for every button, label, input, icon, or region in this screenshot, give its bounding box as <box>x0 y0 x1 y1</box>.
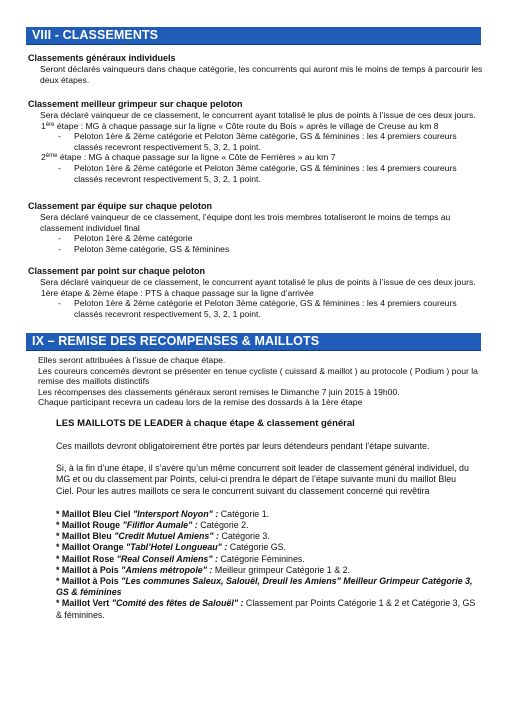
awards-text <box>38 355 478 408</box>
jersey-sponsor: "Real Conseil Amiens" : <box>116 553 218 564</box>
section-viii-title: VIII - CLASSEMENTS <box>32 28 159 42</box>
leader-jerseys-explanation: Si, à la fin d’une étape, il s’avère qu’un même concurrent soit leader de classement général individuel, du MG et ou du classement par Points, celui-ci prendra le départ de l’étape suivante muni du maillot Bleu Ciel. Pour les autres maillots ce sera le concurrent suivant du classement concerné qui revêtira <box>56 463 469 496</box>
leader-jerseys <box>56 418 476 621</box>
jersey-category: Catégorie 1. <box>218 508 270 519</box>
jersey-category: Catégorie Féminines. <box>217 553 305 564</box>
awards-line-2: Les coureurs concernés devront se présenter en tenue cycliste ( cuissard & maillot ) au protocole ( Podium ) pour la remise des maillots distinctifs <box>38 365 478 387</box>
list-item <box>56 520 476 531</box>
jersey-sponsor: "Les communes Saleux, Salouël, Dreuil les Amiens" <box>121 576 341 587</box>
climber-stage-1-item: Peloton 1ère & 2ème catégorie et Peloton 3ème catégorie, GS & féminines : les 4 premiers coureurs classés recevront respectivement 5, 3, 2, 1 point. <box>74 131 457 152</box>
team-item-2: Peloton 3ème catégorie, GS & féminines <box>74 243 230 254</box>
jersey-name: * Maillot à Pois <box>56 564 119 575</box>
general-classification-title: Classements généraux individuels <box>28 53 176 63</box>
jersey-name: * Maillot à Pois <box>56 576 119 587</box>
jersey-name: * Maillot Orange <box>56 542 124 553</box>
jersey-name: * Maillot Vert <box>56 598 110 609</box>
list-item <box>56 565 476 576</box>
leader-jerseys-title: LES MAILLOTS DE LEADER à chaque étape & classement général <box>56 418 355 429</box>
list-item <box>56 531 476 542</box>
list-item <box>56 576 476 598</box>
jersey-name: * Maillot Bleu Ciel <box>56 508 131 519</box>
jersey-sponsor: "Amiens métropole" : <box>121 564 213 575</box>
list-item <box>56 598 476 620</box>
awards-line-3: Les récompenses des classements généraux seront remises le Dimanche 7 juin 2015 à 19h00. <box>38 386 400 397</box>
awards-line-4: Chaque participant recevra un cadeau lors de la remise des dossards à la 1ère étape <box>38 397 363 408</box>
stage-1-suffix: ère <box>45 121 55 128</box>
team-classification <box>28 201 484 254</box>
stage-2-number: 2 <box>41 152 46 163</box>
general-classification <box>28 53 484 85</box>
list-item: - Peloton 3ème catégorie, GS & féminines <box>28 244 484 255</box>
section-viii-header <box>26 27 481 45</box>
jersey-sponsor: "Tabl’Hotel Longueau" : <box>126 542 228 553</box>
stage-2-suffix: ème <box>45 153 58 160</box>
stage-2-text: étape : MG à chaque passage sur la ligne « Côte de Ferrières » au km 7 <box>57 152 336 163</box>
jersey-name: * Maillot Rouge <box>56 520 121 531</box>
jersey-category: Catégorie GS. <box>227 542 287 553</box>
climber-classification-text: Sera déclaré vainqueur de ce classement, le concurrent ayant totalisé le plus de points à l’issue de ces deux jours. <box>40 110 476 120</box>
jersey-name: * Maillot Rose <box>56 553 115 564</box>
climber-classification <box>28 99 484 184</box>
points-item: Peloton 1ère & 2ème catégorie et Peloton 3ème catégorie, GS & féminines : les 4 premiers coureurs classés recevront respectivement 5, 3, 2, 1 point. <box>74 298 457 319</box>
team-classification-text: Sera déclaré vainqueur de ce classement, l’équipe dont les trois membres totaliseront le moins de temps au classement individuel final <box>40 212 451 233</box>
section-ix-title: IX – REMISE DES RECOMPENSES & MAILLOTS <box>32 334 320 348</box>
general-classification-text: Seront déclarés vainqueurs dans chaque catégorie, les concurrents qui auront mis le moins de temps à parcourir les deux étapes. <box>40 64 483 85</box>
jersey-list <box>56 509 476 621</box>
jersey-category: Catégorie 3. <box>218 531 270 542</box>
jersey-sponsor: "Credit Mutuel Amiens" : <box>114 531 219 542</box>
team-item-1: Peloton 1ère & 2ème catégorie <box>74 233 193 244</box>
leader-jerseys-rule: Ces maillots devront obligatoirement être portés par leurs détendeurs pendant l’étape suivante. <box>56 441 430 451</box>
jersey-sponsor: "Comité des fêtes de Salouël" : <box>111 598 244 609</box>
team-classification-title: Classement par équipe sur chaque peloton <box>28 201 213 211</box>
jersey-category: Catégorie 2. <box>197 520 249 531</box>
list-item <box>56 542 476 553</box>
points-classification-text: Sera déclaré vainqueur de ce classement, le concurrent ayant totalisé le plus de points à l’issue de ces deux jours. <box>40 277 476 287</box>
climber-stage-2-item: Peloton 1ère & 2ème catégorie et Peloton 3ème catégorie, GS & féminines : les 4 premiers coureurs classés recevront respectivement 5, 3, 2, 1 point. <box>74 162 457 184</box>
list-item: - Peloton 1ère & 2ème catégorie et Peloton 3ème catégorie, GS & féminines : les 4 premiers coureurs classés recevront respectivement 5, 3, 2, 1 point. <box>28 298 484 319</box>
list-item <box>56 509 476 520</box>
section-ix-header <box>26 333 481 351</box>
list-item <box>56 554 476 565</box>
list-item: - Peloton 1ère & 2ème catégorie <box>28 233 484 244</box>
points-classification-title: Classement par point sur chaque peloton <box>28 266 206 276</box>
jersey-category: Classement par Points Catégorie 1 & 2 et Catégorie 3, GS & féminines. <box>56 598 476 620</box>
stage-1-text: étape : MG à chaque passage sur la ligne « Côte route du Bois » après le village de Creuse au km 8 <box>54 120 439 131</box>
points-stage: 1ère étape & 2ème étape : PTS à chaque passage sur la ligne d’arrivée <box>41 287 314 298</box>
jersey-category: Meilleur grimpeur Catégorie 1 & 2. <box>212 564 350 575</box>
jersey-sponsor: "Filiflor Aumale" : <box>122 520 198 531</box>
climber-classification-title: Classement meilleur grimpeur sur chaque peloton <box>28 99 243 109</box>
climber-stage-2 <box>28 152 484 163</box>
jersey-sponsor: "Intersport Noyon" : <box>132 508 219 519</box>
stage-1-number: 1 <box>41 120 46 131</box>
list-item: - Peloton 1ère & 2ème catégorie et Peloton 3ème catégorie, GS & féminines : les 4 premiers coureurs classés recevront respectivement 5, 3, 2, 1 point. <box>28 131 484 152</box>
climber-stage-1 <box>28 121 484 132</box>
jersey-category: Meilleur Grimpeur Catégorie 3, GS & féminines <box>56 576 473 598</box>
awards-line-1: Elles seront attribuées à l’issue de chaque étape. <box>38 355 226 365</box>
list-item: - Peloton 1ère & 2ème catégorie et Peloton 3ème catégorie, GS & féminines : les 4 premiers coureurs classés recevront respectivement 5, 3, 2, 1 point. <box>28 163 484 184</box>
points-classification <box>28 266 484 319</box>
jersey-name: * Maillot Bleu <box>56 531 112 542</box>
